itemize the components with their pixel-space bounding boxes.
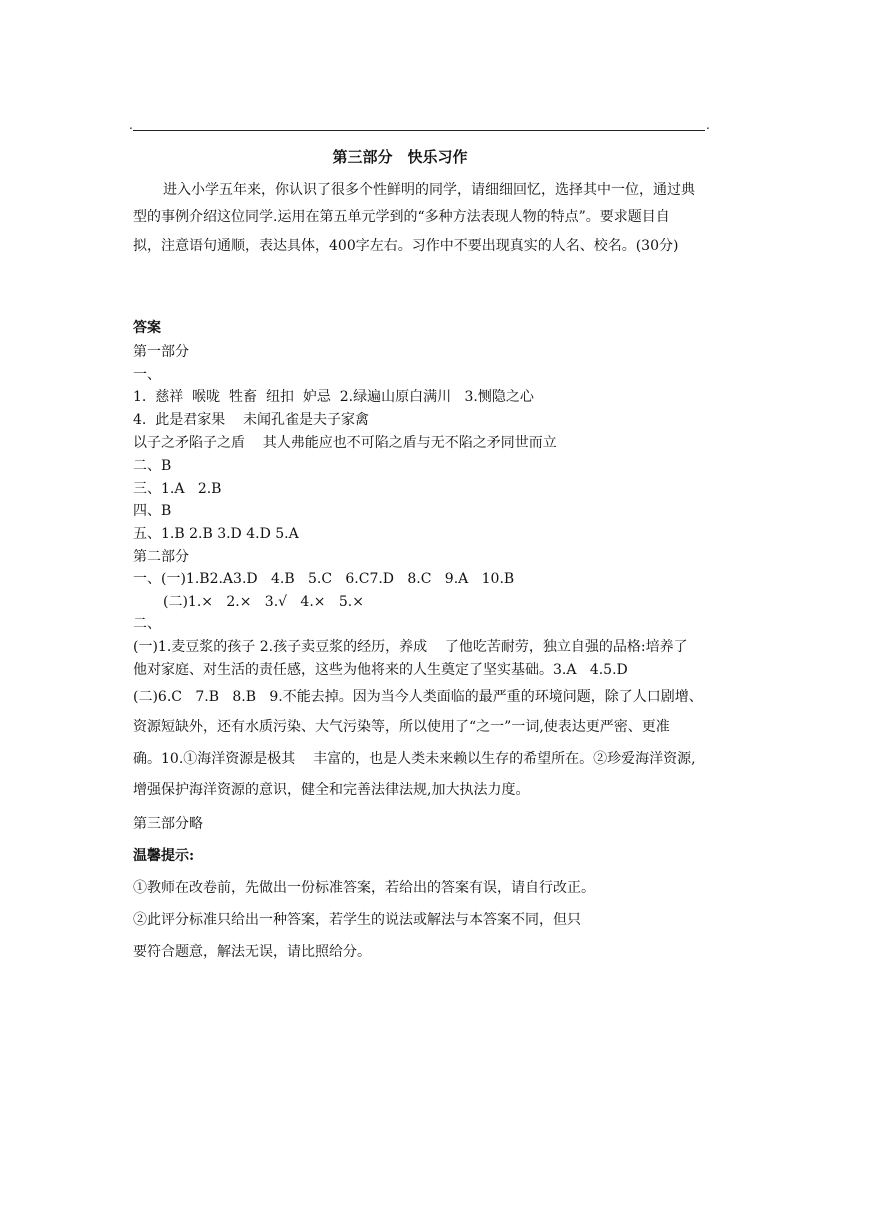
- answer-line: 第三部分略: [133, 816, 203, 832]
- answer-line: 一、: [133, 367, 161, 383]
- answer-line: 他对家庭、对生活的责任感，这些为他将来的人生奠定了坚实基础。3.A 4.5.D: [133, 662, 628, 678]
- header-rule: [133, 130, 705, 131]
- tip-line: 要符合题意，解法无误，请比照给分。: [133, 944, 371, 960]
- header-dot-right: .: [706, 118, 710, 132]
- header-dot-left: .: [129, 118, 133, 132]
- answer-line: 二、B: [133, 458, 172, 474]
- tip-line: ①教师在改卷前，先做出一份标准答案，若给出的答案有误，请自行改正。: [133, 880, 595, 896]
- answers-heading: 答案: [133, 320, 161, 336]
- prompt-line: 型的事例介绍这位同学.运用在第五单元学到的“多种方法表现人物的特点”。要求题目自: [133, 209, 670, 225]
- tips-heading: 温馨提示:: [133, 848, 195, 864]
- answer-line: 一、(一)1.B2.A3.D 4.B 5.C 6.C7.D 8.C 9.A 10.B: [133, 571, 515, 587]
- answer-line: 增强保护海洋资源的意识，健全和完善法律法规,加大执法力度。: [133, 782, 530, 798]
- answer-line: 以子之矛陷子之盾 其人弗能应也不可陷之盾与无不陷之矛同世而立: [133, 435, 557, 451]
- answer-line: 第一部分: [133, 344, 189, 360]
- prompt-line: 拟，注意语句通顺，表达具体，400字左右。习作中不要出现真实的人名、校名。(30分): [133, 238, 679, 254]
- answer-line: 五、1.B 2.B 3.D 4.D 5.A: [133, 526, 299, 542]
- answer-line: 三、1.A 2.B: [133, 481, 222, 497]
- answer-line: 1. 慈祥 喉咙 牲畜 纽扣 妒忌 2.绿遍山原白满川 3.恻隐之心: [133, 389, 534, 405]
- answer-line: (一)1.麦豆浆的孩子 2.孩子卖豆浆的经历，养成 了他吃苦耐劳，独立自强的品格:培养了: [133, 639, 688, 655]
- answer-line: 二、: [133, 616, 161, 632]
- answer-line: (二)1.× 2.× 3.√ 4.× 5.×: [163, 594, 364, 610]
- answer-line: 资源短缺外，还有水质污染、大气污染等，所以使用了“之一”一词,使表达更严密、更准: [133, 719, 670, 735]
- prompt-line: 进入小学五年来，你认识了很多个性鲜明的同学，请细细回忆，选择其中一位，通过典: [163, 182, 695, 198]
- tip-line: ②此评分标准只给出一种答案，若学生的说法或解法与本答案不同，但只: [133, 912, 581, 928]
- answer-line: 4. 此是君家果 未闻孔雀是夫子家禽: [133, 412, 370, 428]
- section-title: 第三部分 快乐习作: [332, 148, 468, 166]
- answer-line: 确。10.①海洋资源是极其 丰富的，也是人类未来赖以生存的希望所在。②珍爱海洋资源,: [133, 751, 696, 767]
- answer-line: 四、B: [133, 503, 172, 519]
- answer-line: 第二部分: [133, 549, 189, 565]
- answer-line: (二)6.C 7.B 8.B 9.不能去掉。因为当今人类面临的最严重的环境问题，除了人口剧增、: [133, 689, 703, 705]
